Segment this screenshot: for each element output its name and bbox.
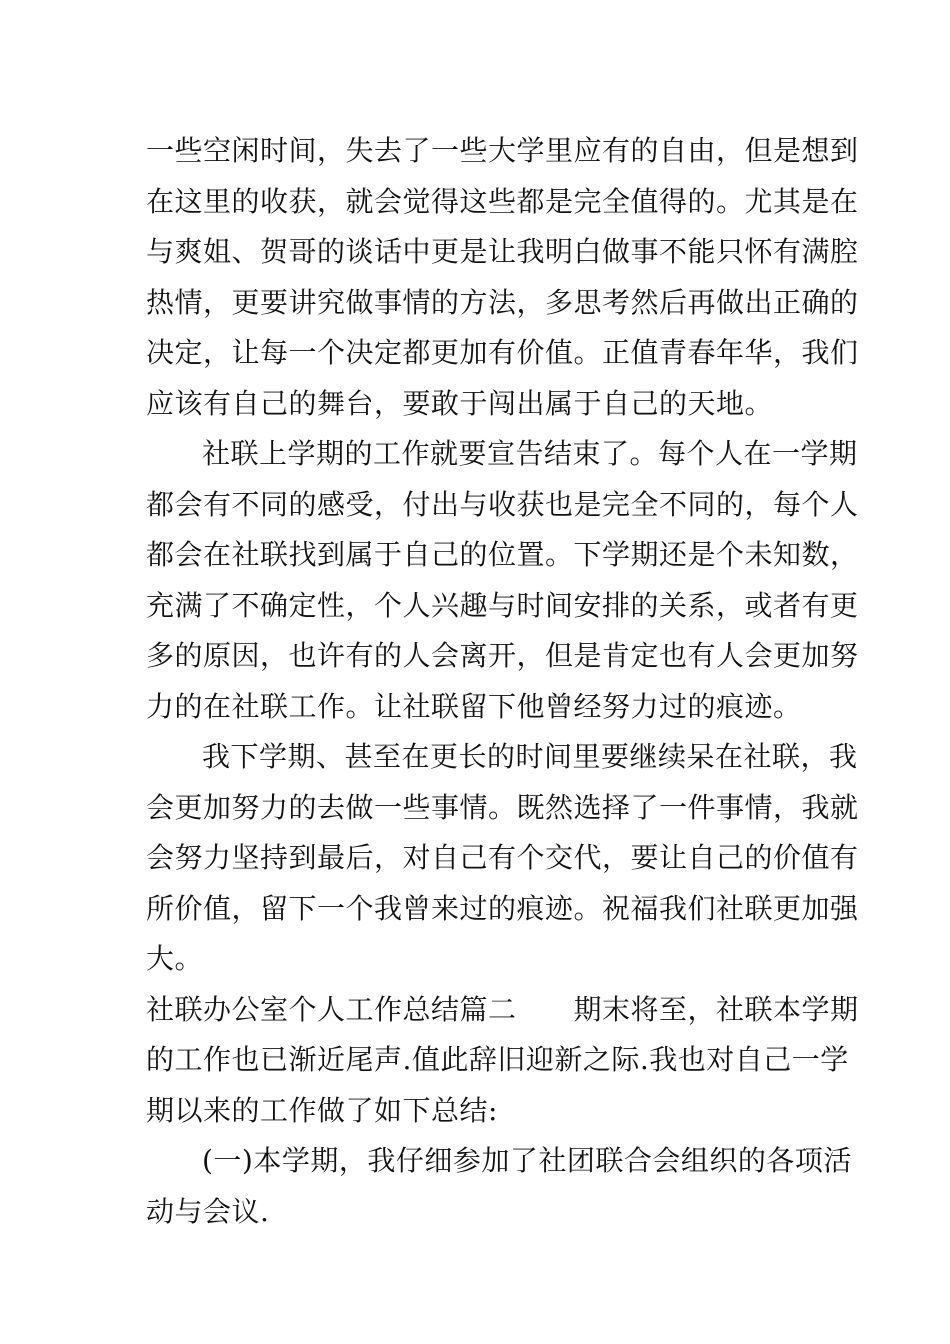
text-line: 在这里的收获，就会觉得这些都是完全值得的。尤其是在 <box>146 184 859 218</box>
text-line: 期以来的工作做了如下总结: <box>146 1093 498 1127</box>
text-line: 热情，更要讲究做事情的方法，多思考然后再做出正确的 <box>146 285 859 319</box>
text-line: 都会有不同的感受，付出与收获也是完全不同的，每个人 <box>146 487 859 521</box>
text-line: 的工作也已渐近尾声.值此辞旧迎新之际.我也对自己一学 <box>146 1043 849 1076</box>
text-line: 会更加努力的去做一些事情。既然选择了一件事情，我就 <box>146 790 859 824</box>
text-line: 决定，让每一个决定都更加有价值。正值青春年华，我们 <box>146 336 859 369</box>
text-line: 大。 <box>146 942 204 975</box>
text-line: 多的原因，也许有的人会离开，但是肯定也有人会更加努 <box>146 639 859 672</box>
text-line: 与爽姐、贺哥的谈话中更是让我明白做事不能只怀有满腔 <box>146 235 859 268</box>
text-line: 所价值，留下一个我曾来过的痕迹。祝福我们社联更加强 <box>146 891 859 925</box>
text-line: 力的在社联工作。让社联留下他曾经努力过的痕迹。 <box>146 689 802 723</box>
document-body <box>146 126 859 1237</box>
section-heading-line: 社联办公室个人工作总结篇二 期末将至，社联本学期 <box>146 992 859 1026</box>
paragraph-first-line: 社联上学期的工作就要宣告结束了。每个人在一学期 <box>202 437 858 470</box>
text-line: 一些空闲时间，失去了一些大学里应有的自由，但是想到 <box>146 134 859 167</box>
text-line: 充满了不确定性，个人兴趣与时间安排的关系，或者有更 <box>146 588 859 622</box>
text-line: 动与会议. <box>146 1194 270 1228</box>
text-line: 会努力坚持到最后，对自己有个交代，要让自己的价值有 <box>146 841 859 874</box>
paragraph-first-line: 我下学期、甚至在更长的时间里要继续呆在社联，我 <box>202 740 858 773</box>
text-line: 都会在社联找到属于自己的位置。下学期还是个未知数， <box>146 538 859 571</box>
text-line: 应该有自己的舞台，要敢于闯出属于自己的天地。 <box>146 386 774 420</box>
paragraph-first-line: (一)本学期，我仔细参加了社团联合会组织的各项活 <box>202 1144 852 1177</box>
